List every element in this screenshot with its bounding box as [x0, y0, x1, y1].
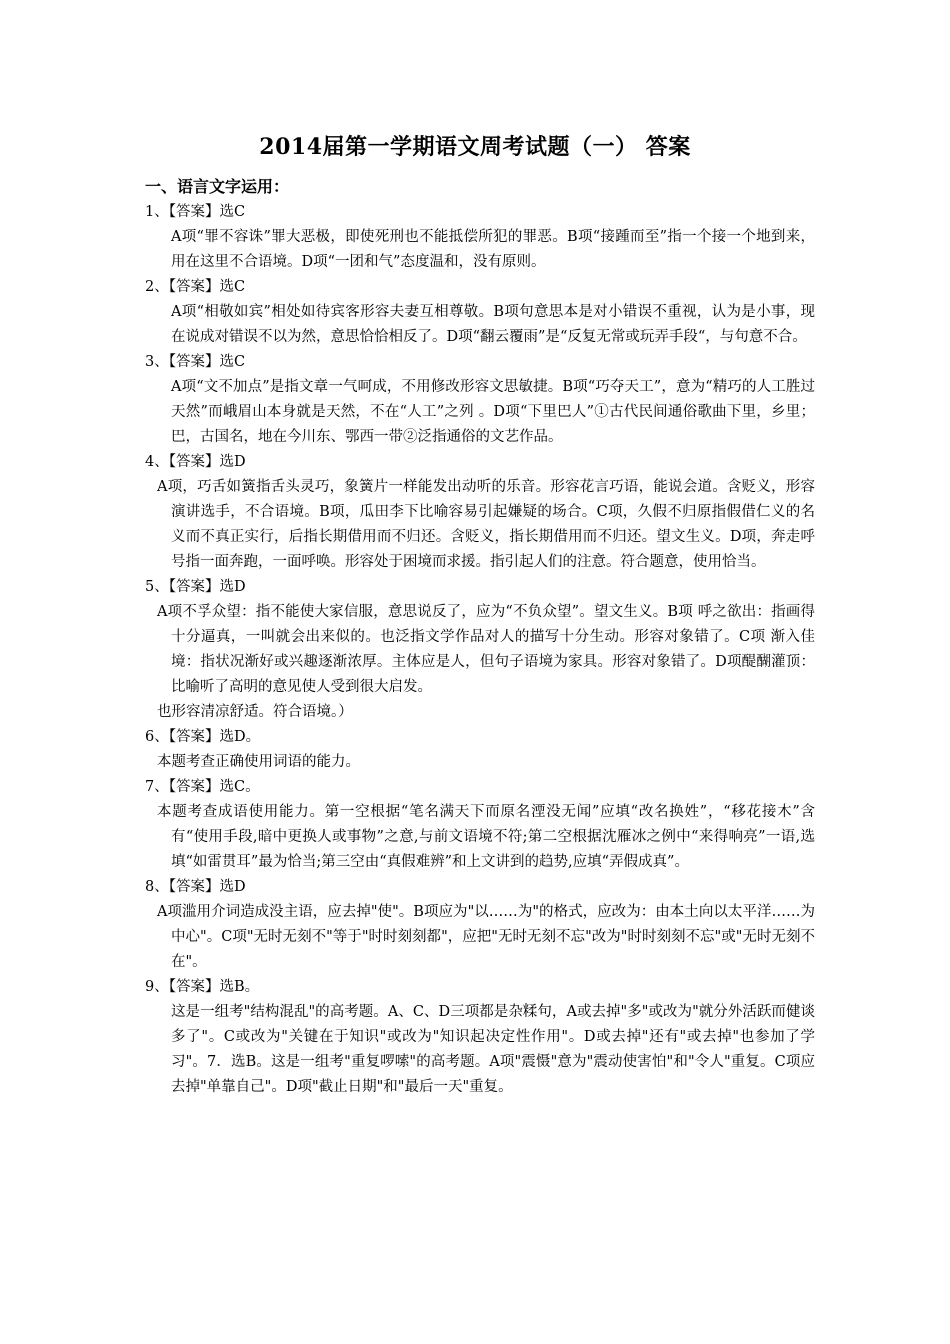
answer-explanation: A项“相敬如宾”相处如待宾客形容夫妻互相尊敬。B项句意思本是对小错误不重视，认为是小事，现在说成对错误不以为然，意思恰恰相反了。D项“翻云覆雨”是“反复无常或玩弄手段“，与句意不合。 — [171, 304, 815, 345]
answer-note: 本题考查正确使用词语的能力。 — [157, 754, 360, 770]
answer-explanation: A项不孚众望：指不能使大家信服，意思说反了，应为“不负众望”。望文生义。B项 呼之欲出：指画得十分逼真，一叫就会出来似的。也泛指文学作品对人的描写十分生动。形容对象错了。C项 渐入佳境：指状况渐好或兴趣逐渐浓厚。主体应是人，但句子语境为家具。形容对象错了。D项醍醐灌顶：比喻听了高明的意见使人受到很大启发。 — [157, 604, 815, 695]
answer-head: 1、【答案】选C — [145, 204, 246, 220]
answer-head: 6、【答案】选D。 — [145, 729, 261, 745]
answer-item-4 — [145, 450, 815, 575]
section-heading: 一、语言文字运用： — [145, 177, 290, 196]
answer-explanation: A项，巧舌如簧指舌头灵巧，象簧片一样能发出动听的乐音。形容花言巧语，能说会道。含贬义，形容演讲选手，不合语境。B项，瓜田李下比喻容易引起嫌疑的场合。C项，久假不归原指假借仁义的名义而不真正实行，后指长期借用而不归还。含贬义，指长期借用而不归还。望文生义。D项，奔走呼号指一面奔跑，一面呼唤。形容处于困境而求援。指引起人们的注意。符合题意，使用恰当。 — [157, 479, 815, 570]
answer-item-6 — [145, 725, 815, 775]
answer-item-5 — [145, 575, 815, 725]
answer-head: 5、【答案】选D — [145, 579, 246, 595]
answer-explanation: A项“文不加点”是指文章一气呵成，不用修改形容文思敏捷。B项“巧夺天工”，意为“精巧的人工胜过天然”而峨眉山本身就是天然，不在“人工”之列 。D项“下里巴人”①古代民间通俗歌曲下里，乡里；巴，古国名，地在今川东、鄂西一带②泛指通俗的文艺作品。 — [171, 379, 815, 445]
answer-explanation: 本题考查成语使用能力。第一空根据“笔名满天下而原名湮没无闻”应填“改名换姓”，“移花接木”含有“使用手段,暗中更换人或事物”之意,与前文语境不符;第二空根据沈雁冰之例中“来得响亮”一语,选填“如雷贯耳”最为恰当;第三空由“真假难辨”和上文讲到的趋势,应填“弄假成真”。 — [157, 804, 815, 870]
answer-item-8 — [145, 875, 815, 975]
answer-head: 4、【答案】选D — [145, 454, 246, 470]
document-title: 2014届第一学期语文周考试题（一） 答案 — [259, 134, 691, 160]
answer-list — [145, 200, 815, 1100]
answer-explanation: A项滥用介词造成没主语，应去掉"使"。B项应为"以……为"的格式，应改为：由本土向以太平洋……为中心"。C项"无时无刻不"等于"时时刻刻都"，应把"无时无刻不忘"改为"时时刻刻不忘"或"无时无刻不在"。 — [157, 904, 815, 970]
answer-head: 2、【答案】选C — [145, 279, 246, 295]
answer-explanation: A项“罪不容诛”罪大恶极，即使死刑也不能抵偿所犯的罪恶。B项“接踵而至”指一个接一个地到来，用在这里不合语境。D项“一团和气”态度温和，没有原则。 — [171, 229, 815, 270]
answer-item-7 — [145, 775, 815, 875]
answer-item-9 — [145, 975, 815, 1100]
answer-item-2 — [145, 275, 815, 350]
answer-item-1 — [145, 200, 815, 275]
answer-head: 9、【答案】选B。 — [145, 979, 260, 995]
answer-note: 也形容清凉舒适。符合语境。） — [157, 704, 353, 720]
answer-explanation: 这是一组考"结构混乱"的高考题。A、C、D三项都是杂糅句，A或去掉"多"或改为"就分外活跃而健谈多了"。C或改为"关键在于知识"或改为"知识起决定性作用"。D或去掉"还有"或去掉"也参加了学习"。7．选B。这是一组考"重复啰嗦"的高考题。A项"震慑"意为"震动使害怕"和"令人"重复。C项应去掉"单靠自己"。D项"截止日期"和"最后一天"重复。 — [171, 1004, 815, 1095]
answer-head: 8、【答案】选D — [145, 879, 246, 895]
answer-head: 7、【答案】选C。 — [145, 779, 260, 795]
answer-item-3 — [145, 350, 815, 450]
answer-head: 3、【答案】选C — [145, 354, 246, 370]
